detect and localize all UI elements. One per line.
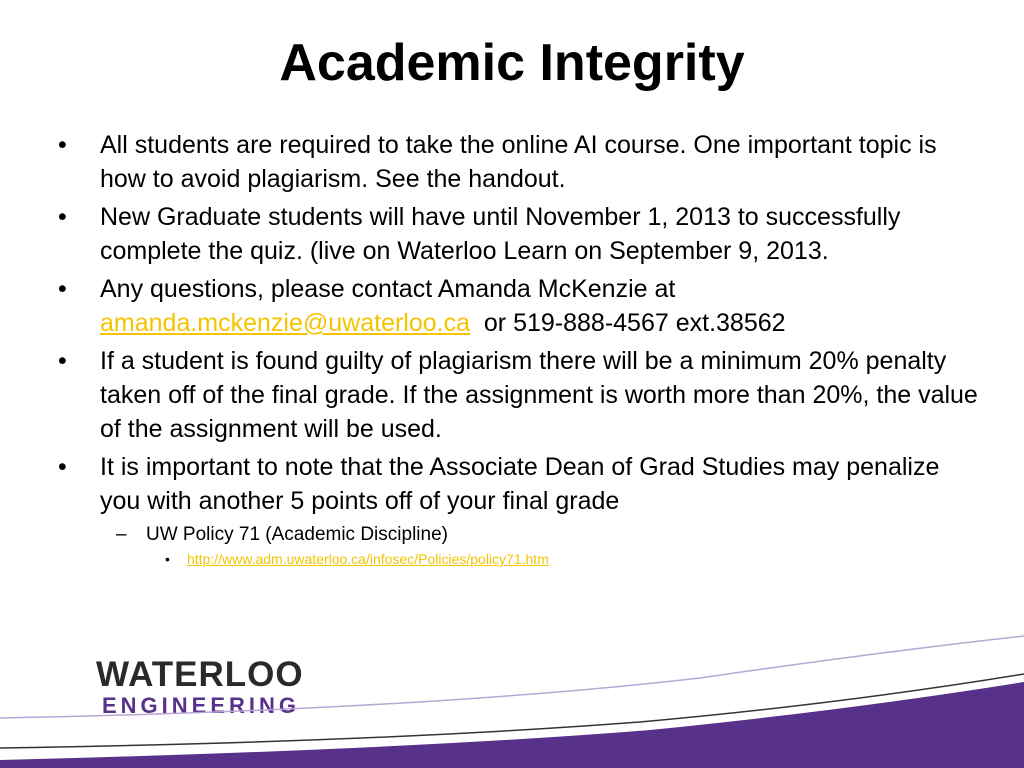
sub-bullet-item	[116, 522, 978, 548]
bullet-marker: •	[58, 203, 67, 231]
bullet-text: or 519-888-4567 ext.38562	[470, 309, 786, 337]
bullet-text: New Graduate students will have until November 1, 2013 to successfully complete the quiz. (live on Waterloo Learn on September 9, 2013.	[100, 203, 901, 265]
bullet-item	[58, 344, 978, 446]
bullet-text: All students are required to take the online AI course. One important topic is how to avoid plagiarism. See the handout.	[100, 131, 937, 193]
bullet-item	[58, 450, 978, 518]
bullet-list	[58, 128, 978, 570]
sub-sub-bullet-item	[165, 548, 978, 570]
bullet-marker: •	[165, 551, 170, 567]
logo-line-engineering: ENGINEERING	[102, 693, 301, 718]
bullet-marker: •	[58, 453, 67, 481]
bullet-marker: •	[58, 275, 67, 303]
sub-bullet-text: UW Policy 71 (Academic Discipline)	[146, 524, 448, 545]
bullet-marker: •	[58, 347, 67, 375]
logo-line-waterloo: WATERLOO	[96, 655, 304, 694]
dash-marker: –	[116, 524, 127, 545]
slide-title: Academic Integrity	[279, 34, 745, 92]
bullet-item	[58, 128, 978, 196]
policy-link[interactable]: http://www.adm.uwaterloo.ca/infosec/Policies/policy71.htm	[187, 551, 549, 567]
bullet-item	[58, 272, 978, 340]
bullet-text: If a student is found guilty of plagiarism there will be a minimum 20% penalty taken off of the final grade. If the assignment is worth more than 20%, the value of the assignment will be used.	[100, 347, 978, 443]
bullet-text: It is important to note that the Associate Dean of Grad Studies may penalize you with another 5 points off of your final grade	[100, 453, 940, 515]
email-link[interactable]: amanda.mckenzie@uwaterloo.ca	[100, 309, 471, 337]
bullet-text: Any questions, please contact Amanda McKenzie at	[100, 275, 676, 303]
bullet-marker: •	[58, 131, 67, 159]
bullet-item	[58, 200, 978, 268]
decorative-swoosh	[0, 600, 1024, 768]
